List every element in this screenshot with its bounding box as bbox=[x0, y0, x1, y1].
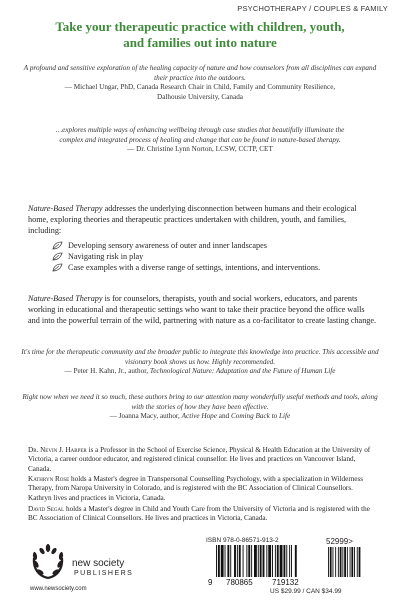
author-bio-segal bbox=[28, 505, 378, 524]
barcode-bar bbox=[237, 545, 238, 577]
endorsement-4 bbox=[20, 393, 380, 422]
endorsement-2-attribution: — Dr. Christine Lynn Norton, LCSW, CCTP, CET bbox=[127, 145, 273, 154]
barcode-addon-bar bbox=[335, 547, 336, 577]
barcode-bar bbox=[275, 545, 276, 577]
list-item bbox=[52, 251, 352, 262]
barcode-addon-bar bbox=[354, 547, 355, 577]
barcode-bar bbox=[258, 545, 259, 577]
endorsement-4-book-title-2: Coming Back to Life bbox=[230, 412, 291, 421]
barcode-bar bbox=[295, 545, 297, 577]
endorsement-3-quote: It's time for the therapeutic community and the broader public to integrate this knowledge into practice. This accessible and visionary book shows us how. Highly recommended. bbox=[21, 348, 379, 366]
barcode-bar bbox=[277, 545, 279, 577]
leaf-bullet-icon bbox=[52, 263, 63, 272]
author-bio-text: is a Professor in the School of Exercise Science, Physical & Health Education at the University of Victoria, a career outdoor educator, and registered clinical counsellor. He lives and practices on Vancouver Island, Canada. bbox=[28, 446, 371, 473]
barcode-bar bbox=[268, 545, 271, 577]
list-item-text: Developing sensory awareness of outer and inner landscapes bbox=[68, 241, 267, 250]
list-item bbox=[52, 262, 352, 273]
price-code-digits: 52999 bbox=[326, 537, 349, 546]
barcode-bar bbox=[218, 545, 220, 577]
endorsement-2 bbox=[20, 126, 380, 155]
barcode-bar bbox=[260, 545, 262, 577]
publisher-subtitle: PUBLISHERS bbox=[74, 570, 134, 577]
author-bio-text: holds a Master's degree in Child and Youth Care from the University of Victoria and is registered with the BC Association of Clinical Counsellors. He lives and practices in Victoria, Canada. bbox=[28, 505, 370, 523]
list-item-text: Case examples with a diverse range of settings, intentions, and interventions. bbox=[68, 263, 321, 272]
author-bio-text: holds a Master's degree in Transpersonal Counselling Psychology, with a specialization in Wilderness Therapy, from Naropa University in Colorado, and is registered with the BC Association of Clinical Counsellors. Kathryn lives and practices in Victoria, Canada. bbox=[28, 475, 364, 502]
publisher-url: www.newsociety.com bbox=[30, 586, 87, 592]
barcode-bar bbox=[289, 545, 290, 577]
barcode-addon-bar bbox=[342, 547, 343, 577]
endorsement-4-book-title-1: Active Hope bbox=[181, 412, 217, 421]
barcode-addon-bar bbox=[328, 547, 329, 577]
barcode-digits: 719132 bbox=[272, 578, 299, 587]
barcode-bar bbox=[239, 545, 241, 577]
author-name: Dr. Nevin J. Harper bbox=[28, 446, 87, 454]
barcode-bar bbox=[251, 545, 252, 577]
headline bbox=[20, 19, 380, 51]
barcode-bar bbox=[272, 545, 273, 577]
barcode-addon-bar bbox=[357, 547, 358, 577]
endorsement-3-book-title: Technological Nature: Adaptation and the Future of Human Life bbox=[149, 367, 336, 376]
publisher-logo-icon bbox=[28, 542, 68, 582]
barcode-bar bbox=[248, 545, 250, 577]
barcode-bar bbox=[234, 545, 236, 577]
isbn-label: ISBN 978-0-86571-913-2 bbox=[206, 537, 279, 544]
barcode-bar bbox=[280, 545, 283, 577]
feature-list bbox=[52, 240, 352, 273]
barcode-bar bbox=[246, 545, 247, 577]
price-label: US $29.99 / CAN $34.99 bbox=[270, 588, 342, 595]
publisher-name: new society bbox=[72, 558, 125, 569]
barcode-addon-bar bbox=[340, 547, 342, 577]
list-item-text: Navigating risk in play bbox=[68, 252, 144, 261]
intro-text: addresses the underlying disconnection between humans and their ecological home, exploring theories and therapeutic practices undertaken with children, youth, and families, including: bbox=[28, 204, 357, 235]
chevron-right-icon: > bbox=[348, 537, 353, 546]
audience-text: is for counselors, therapists, youth and social workers, educators, and parents working in educational and therapeutic settings who want to take their practice beyond the office walls and into the powerful terrain of the wild, partnering with nature as a co-facilitator to create lasting change. bbox=[28, 294, 377, 325]
barcode-addon-bar bbox=[359, 547, 361, 577]
barcode-addon-bar bbox=[344, 547, 346, 577]
barcode-bar bbox=[263, 545, 265, 577]
barcode-bar bbox=[266, 545, 267, 577]
author-bio-harper bbox=[28, 446, 378, 474]
barcode-bar bbox=[225, 545, 226, 577]
barcode-addon-bar bbox=[347, 547, 348, 577]
intro-book-title: Nature-Based Therapy bbox=[28, 204, 103, 213]
barcode-bar bbox=[216, 545, 217, 577]
barcode-bar bbox=[291, 545, 292, 577]
barcode-bar bbox=[221, 545, 224, 577]
headline-line-1: Take your therapeutic practice with children, youth, bbox=[55, 19, 345, 34]
category-label: PSYCHOTHERAPY / COUPLES & FAMILY bbox=[237, 4, 388, 13]
leaf-bullet-icon bbox=[52, 252, 63, 261]
audience-book-title: Nature-Based Therapy bbox=[28, 294, 103, 303]
endorsement-4-quote: Right now when we need it so much, these authors bring to our attention many wonderfully useful methods and tools, along with the stories of how they have been effective. bbox=[22, 393, 378, 411]
author-name: Kathryn Rose bbox=[28, 475, 70, 483]
barcode-bar bbox=[227, 545, 229, 577]
headline-line-2: and families out into nature bbox=[123, 35, 277, 50]
endorsement-3-attribution bbox=[20, 367, 380, 377]
barcode-icon bbox=[206, 545, 366, 587]
barcode-digits: 780865 bbox=[226, 578, 253, 587]
endorsement-4-conjunction: and bbox=[216, 412, 231, 421]
barcode-bar bbox=[283, 545, 285, 577]
author-bio-rose bbox=[28, 475, 378, 503]
endorsement-3 bbox=[20, 348, 380, 377]
endorsement-4-attribution bbox=[20, 412, 380, 422]
barcode-addon-bar bbox=[350, 547, 351, 577]
endorsement-1-quote: A profound and sensitive exploration of the healing capacity of nature and how counselors from all disciplines can expand their practice into the outdoors. bbox=[23, 64, 377, 82]
barcode-bar bbox=[230, 545, 231, 577]
barcode-bar bbox=[243, 545, 244, 577]
audience-paragraph bbox=[28, 293, 378, 326]
barcode-addon-bar bbox=[338, 547, 339, 577]
intro-paragraph bbox=[28, 203, 378, 236]
barcode-bar bbox=[254, 545, 257, 577]
list-item bbox=[52, 240, 352, 251]
endorsement-1-attribution-line-1: — Michael Ungar, PhD, Canada Research Chair in Child, Family and Community Resilience, bbox=[64, 83, 336, 92]
leaf-bullet-icon bbox=[52, 241, 63, 250]
endorsement-4-author: — Joanna Macy, author, bbox=[109, 412, 182, 421]
barcode-bar bbox=[286, 545, 287, 577]
barcode-addon-bar bbox=[351, 547, 353, 577]
endorsement-1-attribution-line-2: Dalhousie University, Canada bbox=[157, 92, 243, 101]
barcode-addon-bar bbox=[330, 547, 332, 577]
endorsement-3-author: — Peter H. Kahn, Jr., author, bbox=[64, 367, 150, 376]
barcode-addon-bar bbox=[333, 547, 334, 577]
author-name: David Segal bbox=[28, 505, 65, 513]
endorsement-2-quote: …explores multiple ways of enhancing wellbeing through case studies that beautifully illuminate the complex and integrated process of healing and change that can be found in nature-based therapy. bbox=[55, 126, 345, 144]
endorsement-1 bbox=[20, 64, 380, 102]
barcode-digits: 9 bbox=[208, 578, 213, 587]
